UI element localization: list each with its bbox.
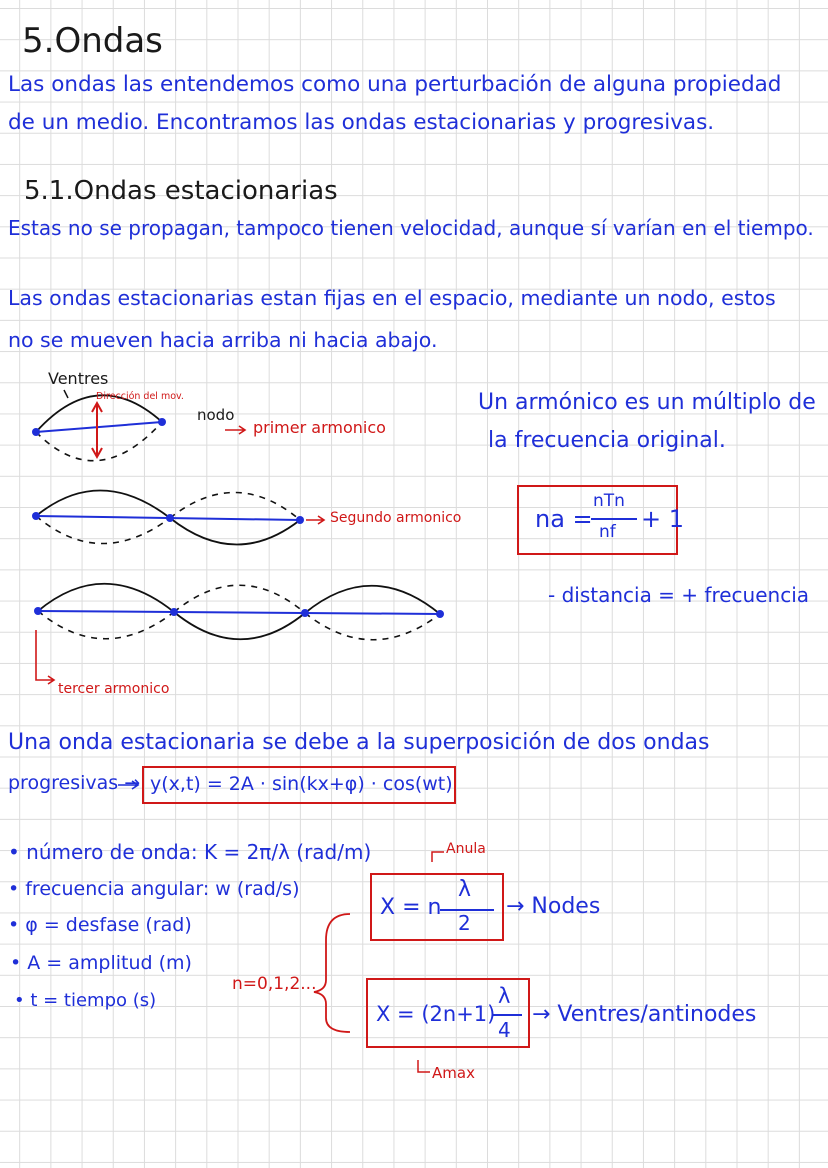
nodes-line-1: Las ondas estacionarias estan fijas en el espacio, mediante un nodo, estos — [8, 286, 776, 310]
section-intro: Estas no se propagan, tampoco tienen velocidad, aunque sí varían en el tiempo. — [8, 216, 814, 240]
section-title: 5.1.Ondas estacionarias — [24, 176, 338, 206]
formula-rhs: + 1 — [641, 505, 685, 533]
harmonic-note-line-1: Un armónico es un múltiplo de — [478, 390, 816, 415]
superposition-line-2: progresivas → — [8, 772, 141, 794]
definition-wave-number: • número de onda: K = 2π/λ (rad/m) — [8, 840, 372, 864]
distance-note: - distancia = + frecuencia — [548, 583, 810, 607]
superposition-line-1: Una onda estacionaria se debe a la superposición de dos ondas — [8, 730, 710, 755]
page-title: 5.Ondas — [22, 21, 163, 61]
definition-phase: • φ = desfase (rad) — [8, 914, 192, 936]
harmonic-note-line-2: la frecuencia original. — [488, 428, 726, 453]
direction-label: Dirección del mov. — [96, 391, 184, 402]
second-harmonic-wave — [32, 490, 324, 544]
n-values: n=0,1,2... — [232, 974, 317, 994]
antinodes-fraction-bar — [492, 1014, 522, 1016]
intro-line-2: de un medio. Encontramos las ondas estacionarias y progresivas. — [8, 110, 715, 135]
definition-time: • t = tiempo (s) — [14, 990, 157, 1011]
antinodes-denominator: 4 — [498, 1018, 511, 1042]
nodes-lhs: X = n — [380, 895, 442, 920]
definition-amplitude: • A = amplitud (m) — [10, 952, 192, 974]
antinodes-numerator: λ — [498, 984, 511, 1008]
nodes-formula-box — [370, 873, 504, 941]
wave-equation: y(x,t) = 2A · sin(kx+φ) · cos(wt) — [150, 773, 453, 795]
nodes-denominator: 2 — [458, 911, 471, 935]
third-harmonic-wave — [34, 584, 444, 684]
formula-numerator: nTn — [593, 491, 625, 511]
formula-denominator: nf — [599, 522, 616, 542]
nodo-label: nodo — [197, 406, 235, 424]
antinodes-label: → Ventres/antinodes — [532, 1002, 757, 1027]
amax-label: Amax — [432, 1064, 475, 1082]
nodes-numerator: λ — [458, 877, 472, 902]
formula-fraction-bar — [591, 518, 637, 520]
second-harmonic-label: Segundo armonico — [330, 510, 462, 526]
antinodes-lhs: X = (2n+1) — [376, 1002, 496, 1026]
formula-lhs: na = — [535, 505, 593, 533]
anula-label: Anula — [446, 841, 486, 857]
harmonic-formula-box — [517, 485, 685, 555]
definition-angular-frequency: • frecuencia angular: w (rad/s) — [8, 878, 300, 900]
nodes-label: → Nodes — [506, 894, 601, 919]
third-harmonic-label: tercer armonico — [58, 681, 170, 697]
antinodes-formula-box — [366, 978, 530, 1048]
brace — [314, 914, 350, 1032]
ventres-label: Ventres — [48, 369, 109, 388]
wave-equation-box — [142, 766, 456, 804]
intro-line-1: Las ondas las entendemos como una perturbación de alguna propiedad — [8, 72, 782, 97]
nodes-line-2: no se mueven hacia arriba ni hacia abajo. — [8, 328, 438, 352]
first-harmonic-label: primer armonico — [253, 418, 386, 437]
